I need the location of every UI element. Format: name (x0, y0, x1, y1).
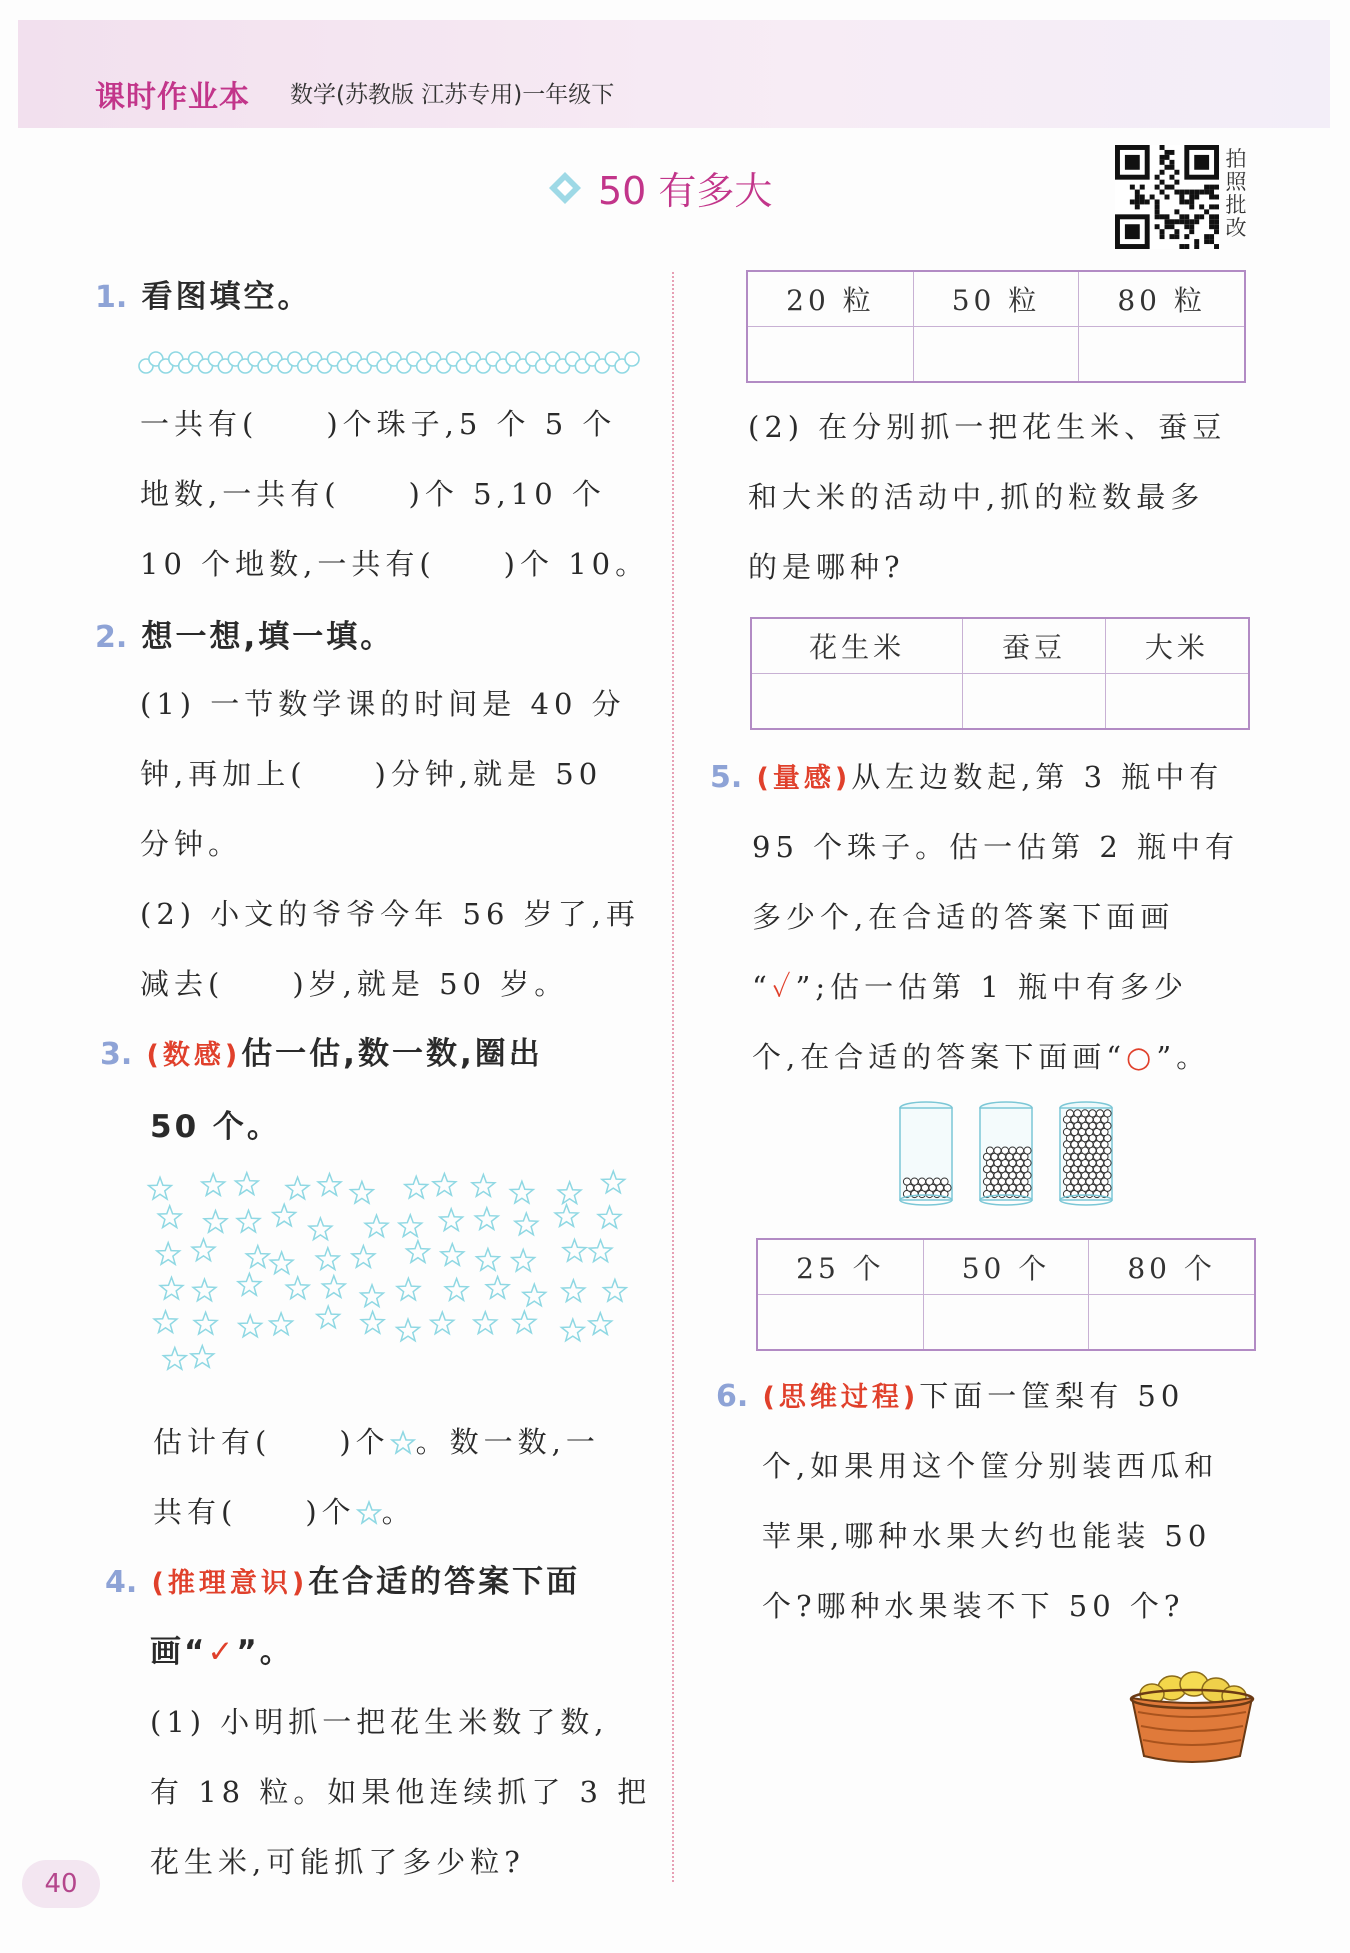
q6-text: 下面一筐梨有 50 (919, 1379, 1185, 1413)
qr-label-char: 改 (1225, 216, 1247, 240)
q3-title: 估一估,数一数,圈出 (241, 1036, 543, 1072)
q4-number: 4. (105, 1565, 138, 1600)
star-icon[interactable] (238, 1273, 261, 1295)
star-icon[interactable] (474, 1312, 497, 1334)
q2-line-5 (140, 964, 568, 1004)
q3-text: 。 (381, 1495, 416, 1529)
q3-line-1 (153, 1422, 600, 1462)
star-icon[interactable] (433, 1174, 456, 1196)
q6-line-2: 个,如果用这个筐分别装西瓜和 (762, 1449, 1219, 1483)
q4-p1-line-2: 有 18 粒。如果他连续抓了 3 把 (150, 1775, 652, 1809)
star-icon[interactable] (441, 1244, 464, 1266)
star-icon[interactable] (158, 1206, 181, 1228)
check-mark-icon: ✓ (207, 1634, 237, 1670)
star-icon[interactable] (352, 1246, 375, 1268)
star-icon[interactable] (235, 1173, 258, 1195)
q3-text: )个 (305, 1495, 356, 1529)
column-divider (672, 272, 674, 1882)
q3-title-cont: 50 个。 (150, 1109, 281, 1145)
answer-cell[interactable] (923, 1295, 1088, 1351)
option-cell: 80 粒 (1079, 271, 1245, 327)
check-mark-icon: ✓ (771, 970, 796, 1004)
star-icon[interactable] (192, 1239, 215, 1261)
option-cell: 花生米 (751, 618, 963, 674)
star-icon[interactable] (239, 1315, 262, 1337)
q5-line-4 (752, 967, 1188, 1007)
star-icon[interactable] (246, 1246, 269, 1268)
q3-tag: (数感) (146, 1040, 242, 1071)
q3-line-2 (153, 1492, 416, 1532)
bead-string-figure (140, 350, 635, 376)
star-icon[interactable] (513, 1311, 536, 1333)
q2-line-3: 分钟。 (140, 827, 243, 861)
q5-line-3: 多少个,在合适的答案下面画 (752, 900, 1175, 934)
star-icon[interactable] (555, 1205, 578, 1227)
q5-text: ”;估一估第 1 瓶中有多少 (795, 970, 1189, 1004)
star-field-figure[interactable] (150, 1170, 650, 1390)
answer-cell[interactable] (757, 1295, 923, 1351)
qr-label-char: 批 (1225, 193, 1247, 217)
star-icon[interactable] (322, 1276, 345, 1298)
star-icon[interactable] (160, 1277, 183, 1299)
star-icon[interactable] (361, 1311, 384, 1333)
q3-number: 3. (100, 1037, 133, 1072)
lesson-title-text: 50 有多大 (598, 169, 773, 213)
answer-cell[interactable] (1089, 1295, 1255, 1351)
q1-heading (95, 277, 312, 318)
option-cell: 50 个 (923, 1239, 1088, 1295)
star-icon[interactable] (237, 1210, 260, 1232)
star-icon[interactable] (149, 1177, 172, 1199)
star-icon[interactable] (515, 1213, 538, 1235)
star-icon[interactable] (191, 1346, 214, 1368)
star-icon (356, 1500, 382, 1526)
star-icon[interactable] (562, 1280, 585, 1302)
q4-answer-table-1 (746, 270, 1246, 383)
star-icon[interactable] (589, 1313, 612, 1335)
q4-p1-line-3: 花生米,可能抓了多少粒? (150, 1845, 525, 1879)
star-icon (390, 1430, 416, 1456)
q1-text: )个 5,10 个 (408, 477, 606, 511)
star-icon[interactable] (351, 1181, 374, 1203)
option-cell: 蚕豆 (963, 618, 1106, 674)
star-icon[interactable] (523, 1284, 546, 1306)
book-subtitle: 数学(苏教版 江苏专用)一年级下 (290, 82, 615, 108)
q5-tag: (量感) (756, 763, 852, 794)
q2-line-2 (140, 754, 602, 794)
diamond-icon (548, 171, 582, 205)
option-cell: 80 个 (1089, 1239, 1255, 1295)
star-icon[interactable] (365, 1215, 388, 1237)
star-icon[interactable] (286, 1177, 309, 1199)
q2-line-1: (1) 一节数学课的时间是 40 分 (140, 687, 626, 721)
q1-line-1 (140, 404, 616, 444)
answer-cell[interactable] (747, 327, 913, 383)
q4-p2-line-1: (2) 在分别抓一把花生米、蚕豆 (748, 410, 1227, 444)
star-icon[interactable] (202, 1174, 225, 1196)
q3-text: 估计有( (153, 1425, 272, 1459)
q6-heading (716, 1376, 1184, 1418)
qr-label-char: 拍 (1225, 147, 1247, 171)
star-icon[interactable] (154, 1311, 177, 1333)
star-icon[interactable] (316, 1248, 339, 1270)
q4-p1-line-1: (1) 小明抓一把花生米数了数, (150, 1705, 609, 1739)
bead (625, 352, 639, 366)
star-icon[interactable] (286, 1277, 309, 1299)
lesson-title (548, 160, 772, 215)
q2-text: )分钟,就是 50 (374, 757, 603, 791)
q4-text: ”。 (236, 1634, 294, 1670)
qr-label (1222, 148, 1250, 240)
star-icon[interactable] (270, 1313, 293, 1335)
answer-cell[interactable] (1105, 674, 1249, 730)
star-icon[interactable] (193, 1279, 216, 1301)
star-icon[interactable] (604, 1279, 627, 1301)
star-icon[interactable] (445, 1279, 468, 1301)
answer-cell[interactable] (1079, 327, 1245, 383)
star-icon[interactable] (512, 1249, 535, 1271)
q6-line-3: 苹果,哪种水果大约也能装 50 (762, 1519, 1212, 1553)
bead-jar (980, 1102, 1032, 1205)
q2-number: 2. (95, 620, 128, 655)
q5-text: 从左边数起,第 3 瓶中有 (851, 760, 1224, 794)
q1-text: )个珠子,5 个 5 个 (326, 407, 617, 441)
q6-line-4: 个?哪种水果装不下 50 个? (762, 1589, 1185, 1623)
bead-jar (900, 1102, 952, 1205)
q2-text: 减去( (140, 967, 225, 1001)
star-icon[interactable] (477, 1249, 500, 1271)
star-icon[interactable] (440, 1209, 463, 1231)
q1-number: 1. (95, 280, 128, 315)
q6-tag: (思维过程) (762, 1382, 920, 1413)
star-icon[interactable] (563, 1239, 586, 1261)
q2-title: 想一想,填一填。 (141, 619, 395, 655)
q1-title: 看图填空。 (141, 279, 312, 315)
option-cell: 20 粒 (747, 271, 913, 327)
q4-p2-line-3: 的是哪种? (748, 550, 905, 584)
q5-text: ”。 (1156, 1040, 1211, 1074)
q1-text: )个 10。 (503, 547, 650, 581)
star-icon[interactable] (510, 1181, 533, 1203)
q4-heading (105, 1562, 580, 1604)
star-icon[interactable] (270, 1252, 293, 1274)
star-icon[interactable] (163, 1348, 186, 1370)
star-icon[interactable] (558, 1182, 581, 1204)
q3-text: 共有( (153, 1495, 238, 1529)
star-icon[interactable] (361, 1285, 384, 1307)
q4-tag: (推理意识) (151, 1568, 309, 1599)
q5-number: 5. (710, 760, 743, 795)
star-icon[interactable] (318, 1174, 341, 1196)
q3-text: )个 (339, 1425, 390, 1459)
q5-text: 个,在合适的答案下面画“ (752, 1040, 1127, 1074)
bead-jars-figure (890, 1100, 1130, 1210)
q1-line-3 (140, 544, 649, 584)
star-icon[interactable] (399, 1215, 422, 1237)
star-icon[interactable] (273, 1204, 296, 1226)
answer-cell[interactable] (913, 327, 1078, 383)
q1-text: 地数,一共有( (140, 477, 341, 511)
star-icon[interactable] (317, 1306, 340, 1328)
q1-text: 一共有( (140, 407, 259, 441)
q4-text: 画“ (150, 1634, 208, 1670)
book-brand: 课时作业本 (95, 80, 250, 115)
q3-heading (100, 1034, 543, 1076)
answer-cell[interactable] (751, 674, 963, 730)
star-icon[interactable] (589, 1240, 612, 1262)
option-cell: 50 粒 (913, 271, 1078, 327)
q5-answer-table (756, 1238, 1256, 1351)
star-icon[interactable] (475, 1208, 498, 1230)
q6-number: 6. (716, 1379, 749, 1414)
page-number: 40 (22, 1860, 100, 1908)
star-icon[interactable] (204, 1211, 227, 1233)
q1-line-2 (140, 474, 606, 514)
option-cell: 25 个 (757, 1239, 923, 1295)
star-icon[interactable] (397, 1319, 420, 1341)
circle-mark-icon: ○ (1126, 1040, 1157, 1074)
option-cell: 大米 (1105, 618, 1249, 674)
star-icon[interactable] (602, 1171, 625, 1193)
star-icon[interactable] (598, 1206, 621, 1228)
q2-text: 钟,再加上( (140, 757, 307, 791)
q4-p2-line-2: 和大米的活动中,抓的粒数最多 (748, 480, 1205, 514)
star-icon[interactable] (194, 1312, 217, 1334)
q4-title-cont (150, 1632, 294, 1672)
q3-text: 。数一数,一 (415, 1425, 600, 1459)
qr-code-icon[interactable] (1115, 145, 1219, 249)
star-icon[interactable] (397, 1278, 420, 1300)
star-icon[interactable] (309, 1218, 332, 1240)
q5-heading (710, 757, 1223, 799)
answer-cell[interactable] (963, 674, 1106, 730)
star-icon[interactable] (405, 1176, 428, 1198)
star-icon[interactable] (157, 1243, 180, 1265)
q2-text: )岁,就是 50 岁。 (292, 967, 569, 1001)
q2-line-4: (2) 小文的爷爷今年 56 岁了,再 (140, 897, 640, 931)
q5-line-5 (752, 1037, 1210, 1077)
qr-label-char: 照 (1225, 170, 1247, 194)
star-icon[interactable] (407, 1241, 430, 1263)
q5-text: “ (752, 970, 772, 1004)
star-icon[interactable] (486, 1277, 509, 1299)
q4-answer-table-2 (750, 617, 1250, 730)
bead-jar (1060, 1102, 1112, 1205)
q4-title: 在合适的答案下面 (308, 1564, 581, 1600)
q1-text: 10 个地数,一共有( (140, 547, 436, 581)
star-icon[interactable] (561, 1319, 584, 1341)
pear-basket-figure (1122, 1660, 1262, 1766)
q5-line-2: 95 个珠子。估一估第 2 瓶中有 (752, 830, 1240, 864)
q2-heading (95, 617, 394, 658)
star-icon[interactable] (472, 1175, 495, 1197)
star-icon[interactable] (431, 1312, 454, 1334)
